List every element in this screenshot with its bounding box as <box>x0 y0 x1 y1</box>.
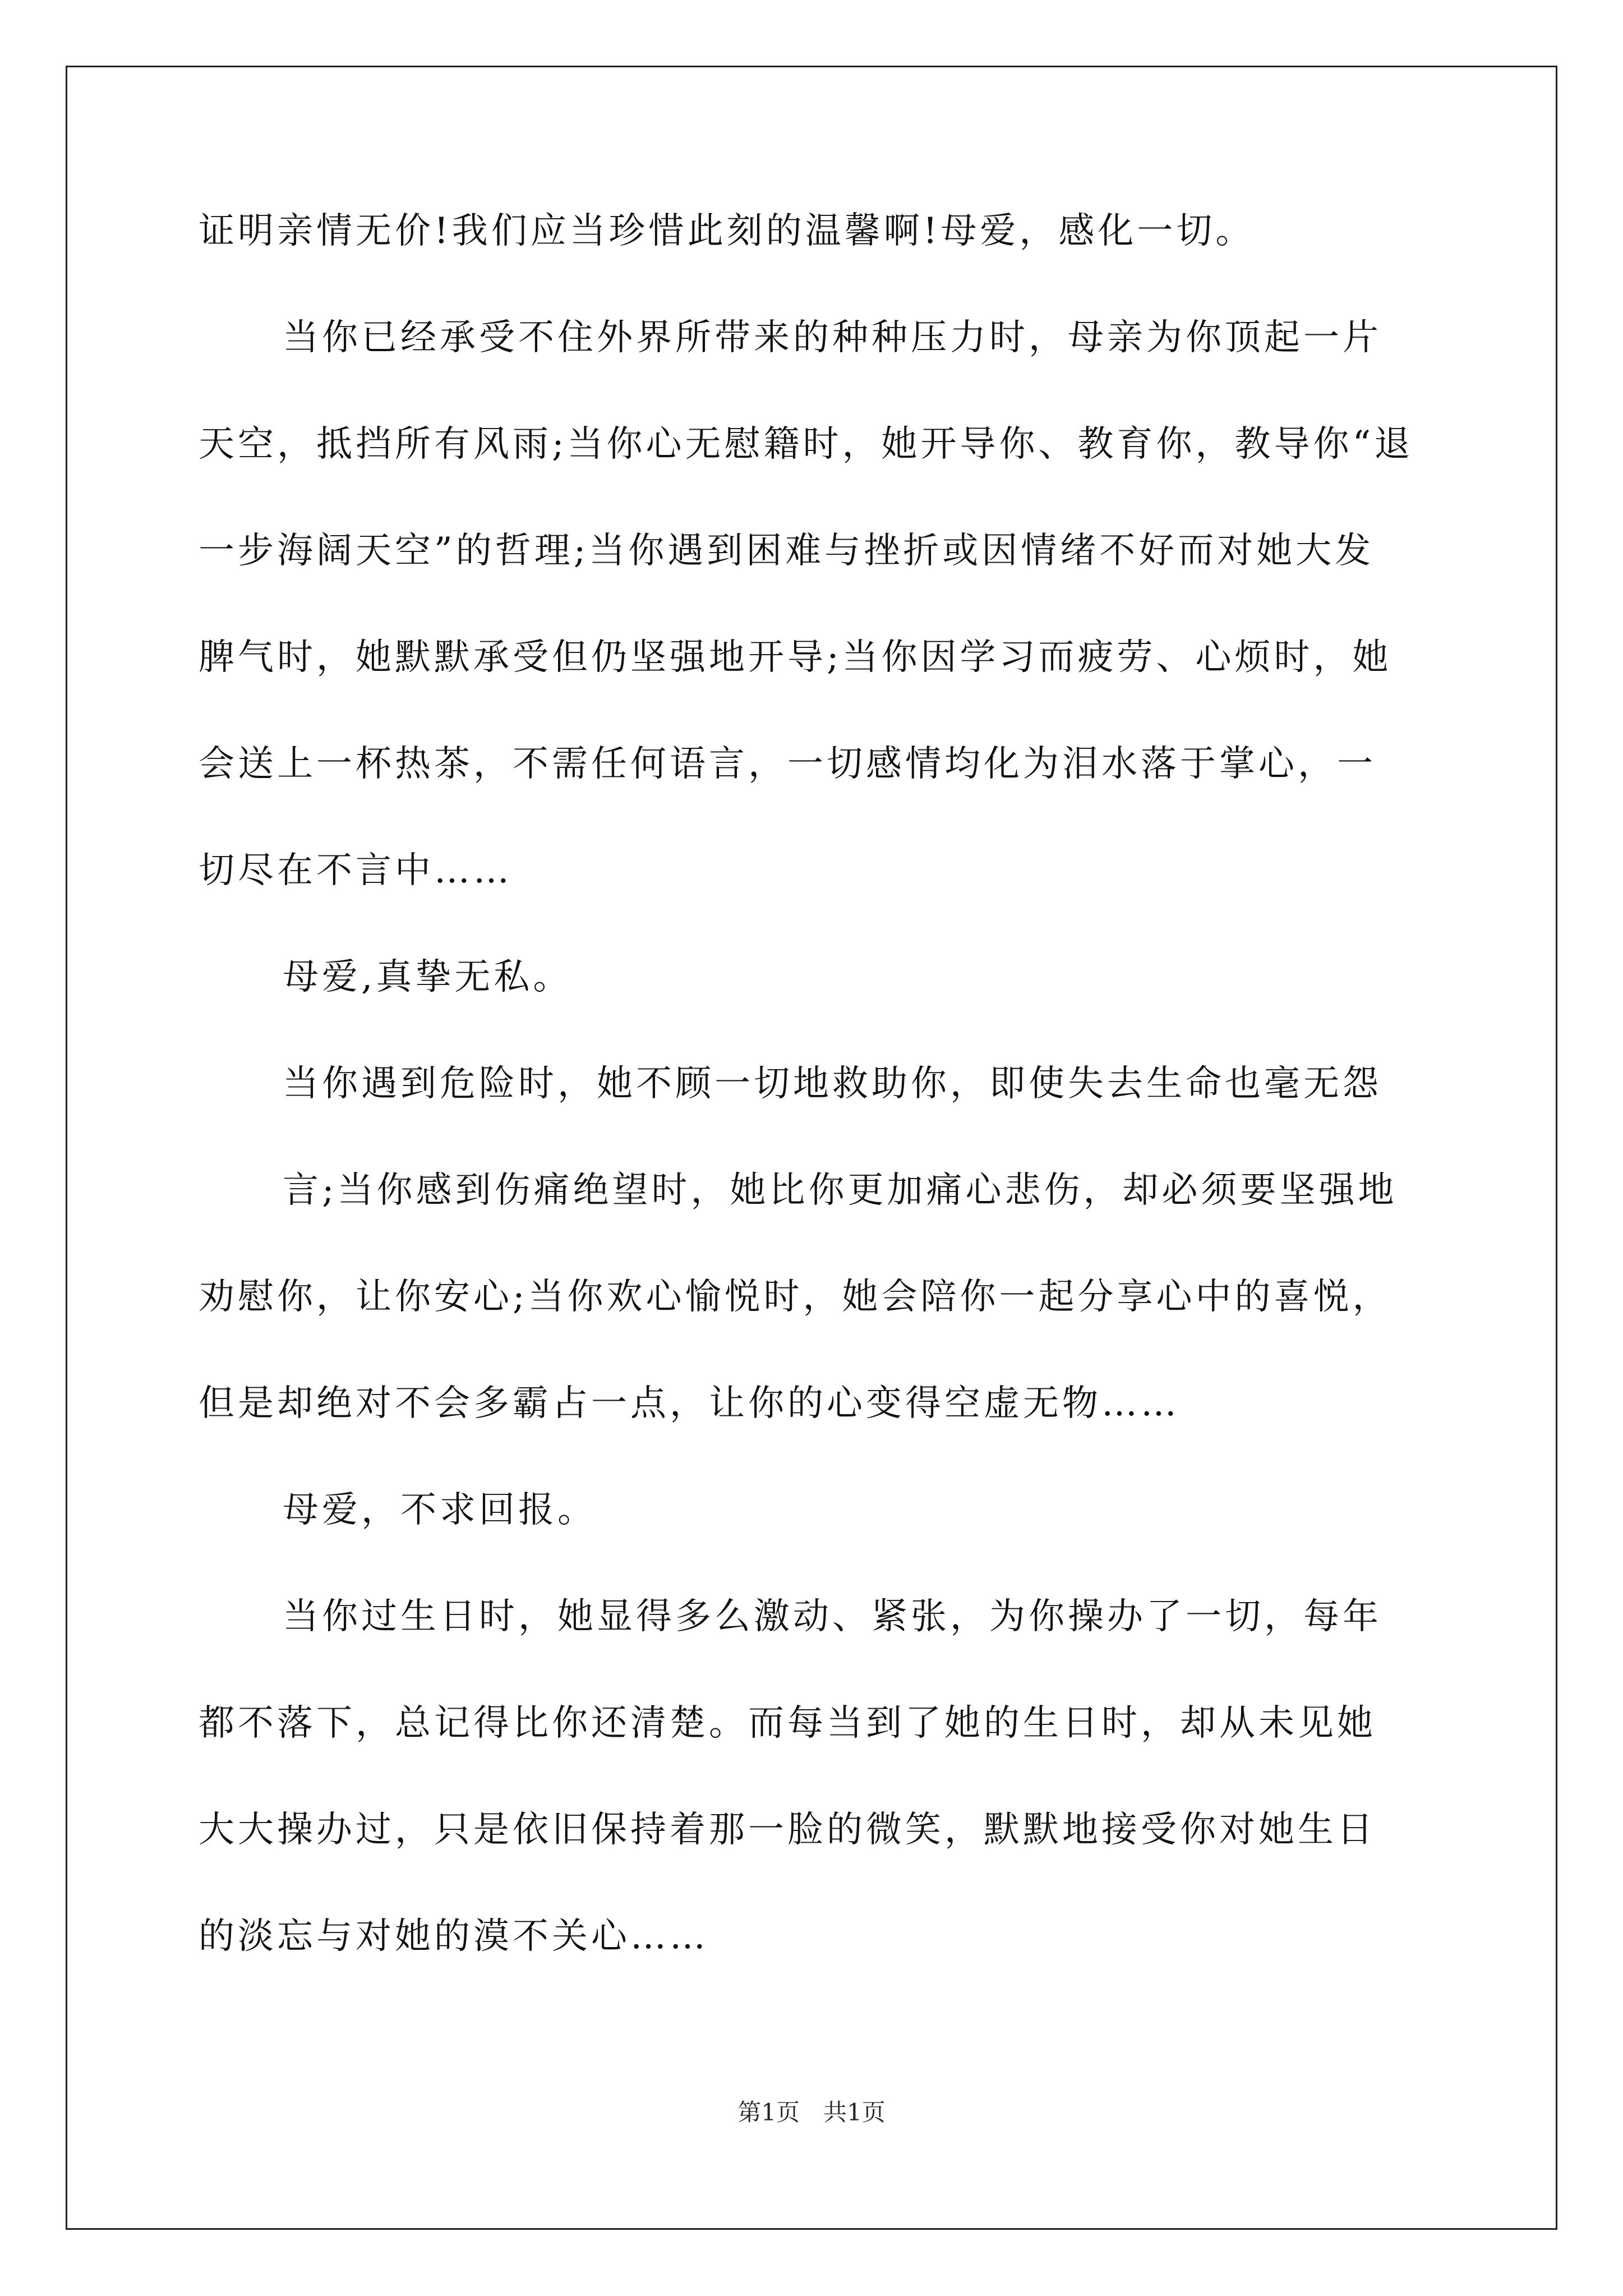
text-line: 大大操办过，只是依旧保持着那一脸的微笑，默默地接受你对她生日 <box>199 1809 1376 1851</box>
text-line: 的淡忘与对她的漠不关心…… <box>199 1916 709 1957</box>
text-line: 当你过生日时，她显得多么激动、紧张，为你操办了一切，每年 <box>283 1596 1382 1637</box>
text-line: 证明亲情无价!我们应当珍惜此刻的温馨啊!母爱，感化一切。 <box>199 210 1255 252</box>
text-line: 当你遇到危险时，她不顾一切地救助你，即使失去生命也毫无怨 <box>283 1063 1382 1105</box>
text-line: 言;当你感到伤痛绝望时，她比你更加痛心悲伤，却必须要坚强地 <box>283 1170 1398 1211</box>
page-number-footer: 第1页 共1页 <box>737 2099 886 2126</box>
text-line: 当你已经承受不住外界所带来的种种压力时，母亲为你顶起一片 <box>283 317 1382 358</box>
text-line: 但是却绝对不会多霸占一点，让你的心变得空虚无物…… <box>199 1383 1180 1424</box>
text-line: 脾气时，她默默承受但仍坚强地开导;当你因学习而疲劳、心烦时，她 <box>199 637 1392 678</box>
text-line: 切尽在不言中…… <box>199 850 513 891</box>
text-line: 都不落下，总记得比你还清楚。而每当到了她的生日时，却从未见她 <box>199 1703 1376 1744</box>
text-line: 母爱，不求回报。 <box>283 1489 597 1531</box>
text-line: 母爱,真挚无私。 <box>283 956 573 998</box>
text-line: 一步海阔天空”的哲理;当你遇到困难与挫折或因情绪不好而对她大发 <box>199 530 1375 572</box>
page-border <box>66 66 1557 2230</box>
text-line: 会送上一杯热茶，不需任何语言，一切感情均化为泪水落于掌心，一 <box>199 743 1376 785</box>
text-line: 天空，抵挡所有风雨;当你心无慰籍时，她开导你、教育你，教导你“退 <box>199 424 1414 465</box>
text-line: 劝慰你，让你安心;当你欢心愉悦时，她会陪你一起分享心中的喜悦， <box>199 1276 1392 1318</box>
